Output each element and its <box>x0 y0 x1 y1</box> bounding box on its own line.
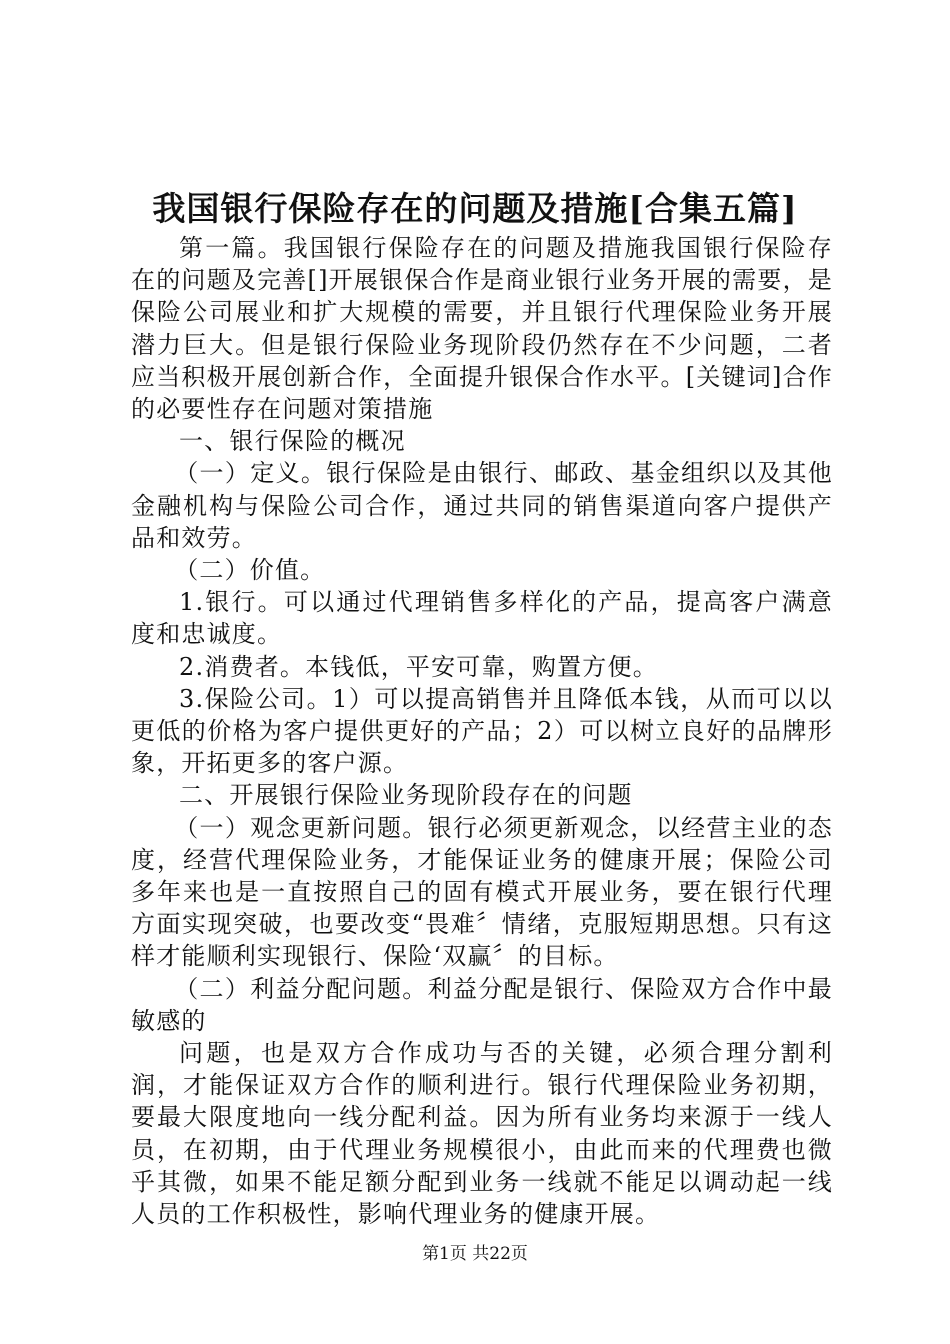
paragraph-profit-continued: 问题，也是双方合作成功与否的关键，必须合理分割利润，才能保证双方合作的顺利进行。银行代理保险业务初期，要最大限度地向一线分配利益。因为所有业务均来源于一线人员，在初期，由于代理业务规模很小，由此而来的代理费也微乎其微，如果不能足额分配到业务一线就不能足以调动起一线人员的工作积极性，影响代理业务的健康开展。 <box>131 1039 833 1229</box>
paragraph-value-bank: 1.银行。可以通过代理销售多样化的产品，提高客户满意度和忠诚度。 <box>131 588 833 649</box>
paragraph-definition: （一）定义。银行保险是由银行、邮政、基金组织以及其他金融机构与保险公司合作，通过共同的销售渠道向客户提供产品和效劳。 <box>131 459 833 552</box>
paragraph-value-insurer: 3.保险公司。1）可以提高销售并且降低本钱，从而可以以更低的价格为客户提供更好的产品；2）可以树立良好的品牌形象，开拓更多的客户源。 <box>131 684 833 778</box>
section-heading-problems: 二、开展银行保险业务现阶段存在的问题 <box>179 781 633 810</box>
page-footer: 第1页 共22页 <box>422 1244 528 1264</box>
paragraph-value-heading: （二）价值。 <box>174 556 326 585</box>
paragraph-profit-distribution: （二）利益分配问题。利益分配是银行、保险双方合作中最敏感的 <box>131 974 833 1035</box>
paragraph-intro: 第一篇。我国银行保险存在的问题及措施我国银行保险存在的问题及完善[]开展银保合作是商业银行业务开展的需要，是保险公司展业和扩大规模的需要，并且银行代理保险业务开展潜力巨大。但是银行保险业务现阶段仍然存在不少问题，二者应当积极开展创新合作，全面提升银保合作水平。[关键词]合作的必要性存在问题对策措施 <box>131 234 833 424</box>
paragraph-value-consumer: 2.消费者。本钱低，平安可靠，购置方便。 <box>179 652 658 681</box>
paragraph-concept-update: （一）观念更新问题。银行必须更新观念，以经营主业的态度，经营代理保险业务，才能保证业务的健康开展；保险公司多年来也是一直按照自己的固有模式开展业务，要在银行代理方面实现突破，也要改变“畏难〞情绪，克服短期思想。只有这样才能顺利实现银行、保险‘双赢〞的目标。 <box>131 813 833 971</box>
section-heading-overview: 一、银行保险的概况 <box>179 427 406 456</box>
document-title: 我国银行保险存在的问题及措施[合集五篇] <box>152 189 798 228</box>
document-body <box>131 232 833 1230</box>
